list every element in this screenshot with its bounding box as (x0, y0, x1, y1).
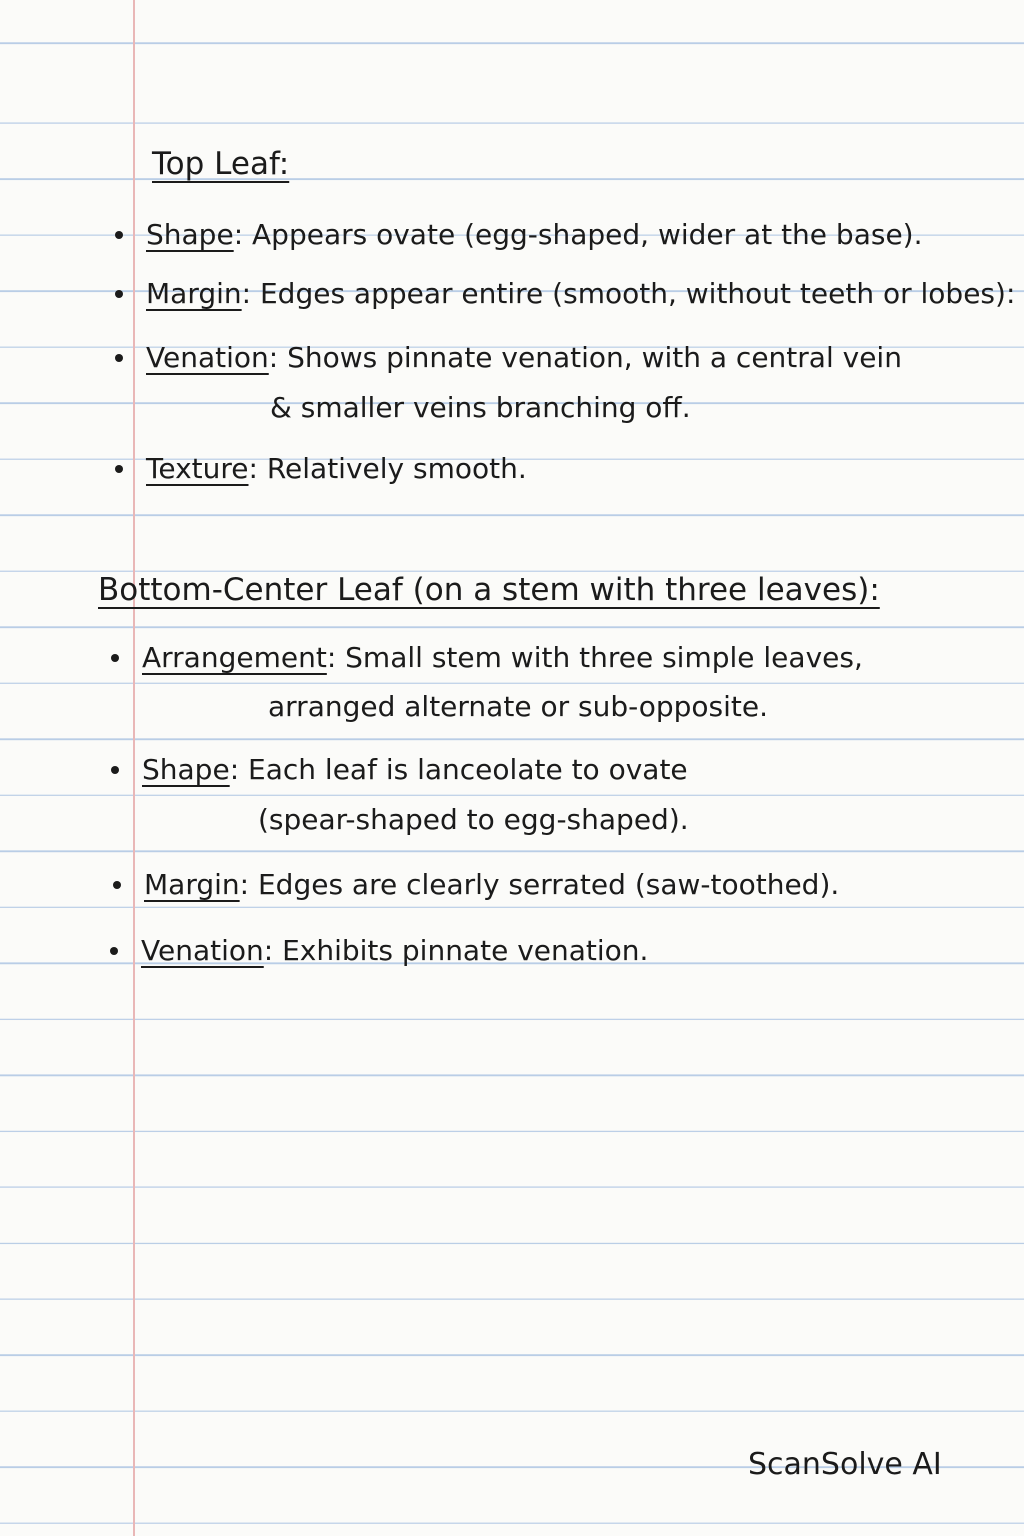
bottom-leaf-shape-continuation: (spear-shaped to egg-shaped). (258, 803, 689, 836)
bottom-leaf-shape-description: : Each leaf is lanceolate to ovate (229, 753, 688, 786)
top-leaf-shape-description: : Appears ovate (egg-shaped, wider at the base). (233, 218, 923, 251)
top-leaf-shape-item (146, 218, 923, 251)
bottom-leaf-shape-term: Shape (142, 753, 230, 786)
top-leaf-margin-item (146, 277, 1016, 310)
bottom-leaf-margin-item (144, 868, 840, 901)
bullet-icon (115, 231, 123, 239)
bullet-icon (115, 465, 123, 473)
top-leaf-heading (152, 146, 290, 182)
bottom-center-leaf-heading-text: Bottom-Center Leaf (on a stem with three leaves): (98, 572, 880, 608)
bottom-leaf-arrangement-description: : Small stem with three simple leaves, (326, 641, 863, 674)
top-leaf-texture-description: : Relatively smooth. (248, 452, 527, 485)
top-leaf-texture-item (146, 452, 527, 485)
top-leaf-margin-description: : Edges appear entire (smooth, without teeth or lobes): (241, 277, 1016, 310)
bullet-icon (115, 290, 123, 298)
bottom-leaf-arrangement-item (142, 641, 863, 674)
bottom-leaf-margin-description: : Edges are clearly serrated (saw-toothed). (239, 868, 840, 901)
scansolve-signature: ScanSolve AI (748, 1447, 942, 1482)
bottom-center-leaf-heading (98, 572, 880, 608)
bullet-icon (115, 354, 123, 362)
top-leaf-venation-term: Venation (146, 341, 269, 374)
bullet-icon (111, 654, 119, 662)
bullet-icon (110, 947, 118, 955)
bottom-leaf-arrangement-continuation: arranged alternate or sub-opposite. (268, 690, 768, 723)
bottom-leaf-margin-term: Margin (144, 868, 240, 901)
bottom-leaf-arrangement-term: Arrangement (142, 641, 327, 674)
top-leaf-texture-term: Texture (146, 452, 249, 485)
bottom-leaf-shape-item (142, 753, 688, 786)
top-leaf-venation-description: : Shows pinnate venation, with a central vein (268, 341, 902, 374)
bottom-leaf-venation-item (141, 934, 649, 967)
bullet-icon (113, 881, 121, 889)
top-leaf-venation-continuation: & smaller veins branching off. (270, 391, 691, 424)
bottom-leaf-venation-term: Venation (141, 934, 264, 967)
left-margin-rule (133, 0, 135, 1536)
top-leaf-margin-term: Margin (146, 277, 242, 310)
top-leaf-shape-term: Shape (146, 218, 234, 251)
bullet-icon (111, 766, 119, 774)
top-leaf-heading-text: Top Leaf: (152, 146, 290, 182)
bottom-leaf-venation-description: : Exhibits pinnate venation. (263, 934, 649, 967)
top-leaf-venation-item (146, 341, 902, 374)
